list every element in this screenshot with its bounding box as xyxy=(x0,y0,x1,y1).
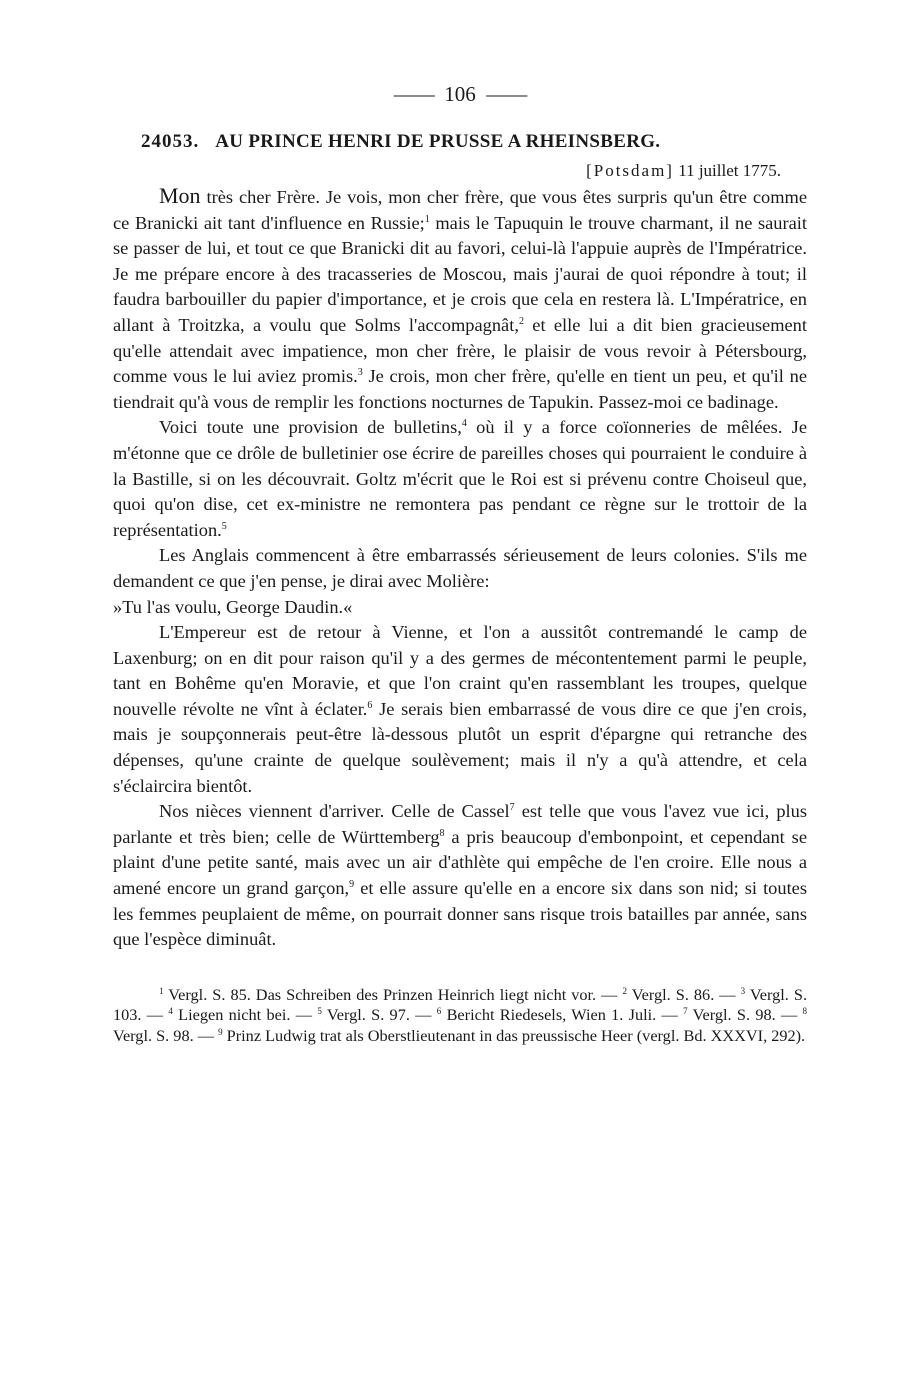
footnote: $^6$ Bericht Riedesels, Wien 1. Juli. — xyxy=(436,1005,678,1025)
footnote: $^3$ Vergl. S. 103. — xyxy=(113,984,808,1025)
paragraph: Mon très cher Frère. Je vois, mon cher frère, que vous êtes surpris qu'un être comme ce Branicki ait tant d'influence en Russie;$^1$ mais le Tapuquin le trouve charmant, il ne saurait se passer de lui, et tout ce que Branicki dit au favori, celui-là l'appuie auprès de l'Impératrice. Je me prépare encore à des tracasseries de Moscou, mais j'aurai de quoi répondre à tout; il faudra barbouiller du papier d'importance, et je crois que cela en restera là. L'Impératrice, en allant à Troitzka, a voulu que Solms l'accompagnât,$^2$ et elle lui a dit bien gracieusement qu'elle attendait avec impatience, mon cher frère, le plaisir de vous revoir à Pétersbourg, comme vous le lui aviez promis.$^3$ Je crois, mon cher frère, qu'elle en tient un peu, et qu'il ne tiendrait qu'à vous de remplir les fonctions nocturnes de Tapukin. Passez-moi ce badinage. xyxy=(113,183,807,412)
page-number-header: —— 106 —— xyxy=(393,82,527,106)
footnote-ref: 9 xyxy=(349,879,355,891)
paragraph: Les Anglais commencent à être embarrassés sérieusement de leurs colonies. S'ils me demandent ce que j'en pense, je dirai avec Molière: xyxy=(113,545,807,591)
footnote-ref: 7 xyxy=(509,802,515,814)
footnote: $^4$ Liegen nicht bei. — xyxy=(168,1005,313,1025)
page-number: 106 xyxy=(444,82,476,106)
paragraph: Voici toute une provision de bulletins,$^4$ où il y a force coïonneries de mêlées. Je m'étonne que ce drôle de bulletinier ose écrire de pareilles choses qui pourraient le conduire à la Bastille, si on les découvrait. Goltz m'écrit que le Roi est si prévenu contre Choiseul que, quoi qu'on dise, cet ex-ministre ne remontera pas pendant ce règne sur le trottoir de la représentation.$^5$ xyxy=(113,417,807,540)
dateline xyxy=(113,161,781,181)
footnote: $^5$ Vergl. S. 97. — xyxy=(317,1005,432,1025)
footnote: $^2$ Vergl. S. 86. — xyxy=(622,984,736,1004)
page xyxy=(113,82,807,1046)
footnote-ref: 3 xyxy=(357,367,363,379)
footnote-ref: 2 xyxy=(518,315,524,327)
footnote-ref: 8 xyxy=(439,827,445,839)
letter-number: 24053. xyxy=(141,131,200,152)
letter-body xyxy=(113,183,807,953)
footnote: $^8$ Vergl. S. 98. — xyxy=(113,1006,808,1045)
paragraph: L'Empereur est de retour à Vienne, et l'on a aussitôt contremandé le camp de Laxenburg; on en dit pour raison qu'il y a des germes de mécontentement parmi le peuple, tant en Bohême qu'en Moravie, et que l'on craint qu'en rassemblant les troupes, quelque nouvelle révolte ne vînt à éclater.$^6$ Je serais bien embarrassé de vous dire ce que j'en crois, mais je soupçonnerais peut-être là-dessous plutôt un esprit d'épargne qui retranche des dépenses, qu'une crainte de quelque soulèvement; mais il n'y a qu'à attendre, et cela s'éclaircira bientôt. xyxy=(113,622,807,796)
letter-title: AU PRINCE HENRI DE PRUSSE A RHEINSBERG. xyxy=(215,131,661,152)
footnote: $^9$ Prinz Ludwig trat als Oberstlieutenant in das preussische Heer (vergl. Bd. XXXVI, 292). xyxy=(218,1025,806,1045)
footnote-ref: 5 xyxy=(221,520,227,532)
letter-place: [Potsdam] xyxy=(586,161,674,180)
quotation: »Tu l'as voulu, George Daudin.« xyxy=(113,596,353,617)
footnote: $^7$ Vergl. S. 98. — xyxy=(683,1005,798,1025)
letter-date: 11 juillet 1775. xyxy=(678,161,781,180)
footnote: $^1$ Vergl. S. 85. Das Schreiben des Prinzen Heinrich liegt nicht vor. — xyxy=(159,984,618,1004)
footnote-ref: 4 xyxy=(461,418,467,430)
paragraph: Nos nièces viennent d'arriver. Celle de Cassel$^7$ est telle que vous l'avez vue ici, plus parlante et très bien; celle de Württemberg$^8$ a pris beaucoup d'embonpoint, et cependant se plaint d'une petite santé, mais avec un air d'athlète qui empêche de l'en croire. Elle nous a amené encore un grand garçon,$^9$ et elle assure qu'elle en a encore six dans son nid; si toutes les femmes peuplaient de même, on pourrait donner sans risque trois batailles par année, sans que l'espèce diminuât. xyxy=(113,801,807,950)
salutation: Mon xyxy=(159,183,201,208)
footnotes xyxy=(113,985,807,1047)
letter-heading xyxy=(113,131,807,153)
footnote-ref: 6 xyxy=(367,699,373,711)
footnote-ref: 1 xyxy=(424,213,430,225)
